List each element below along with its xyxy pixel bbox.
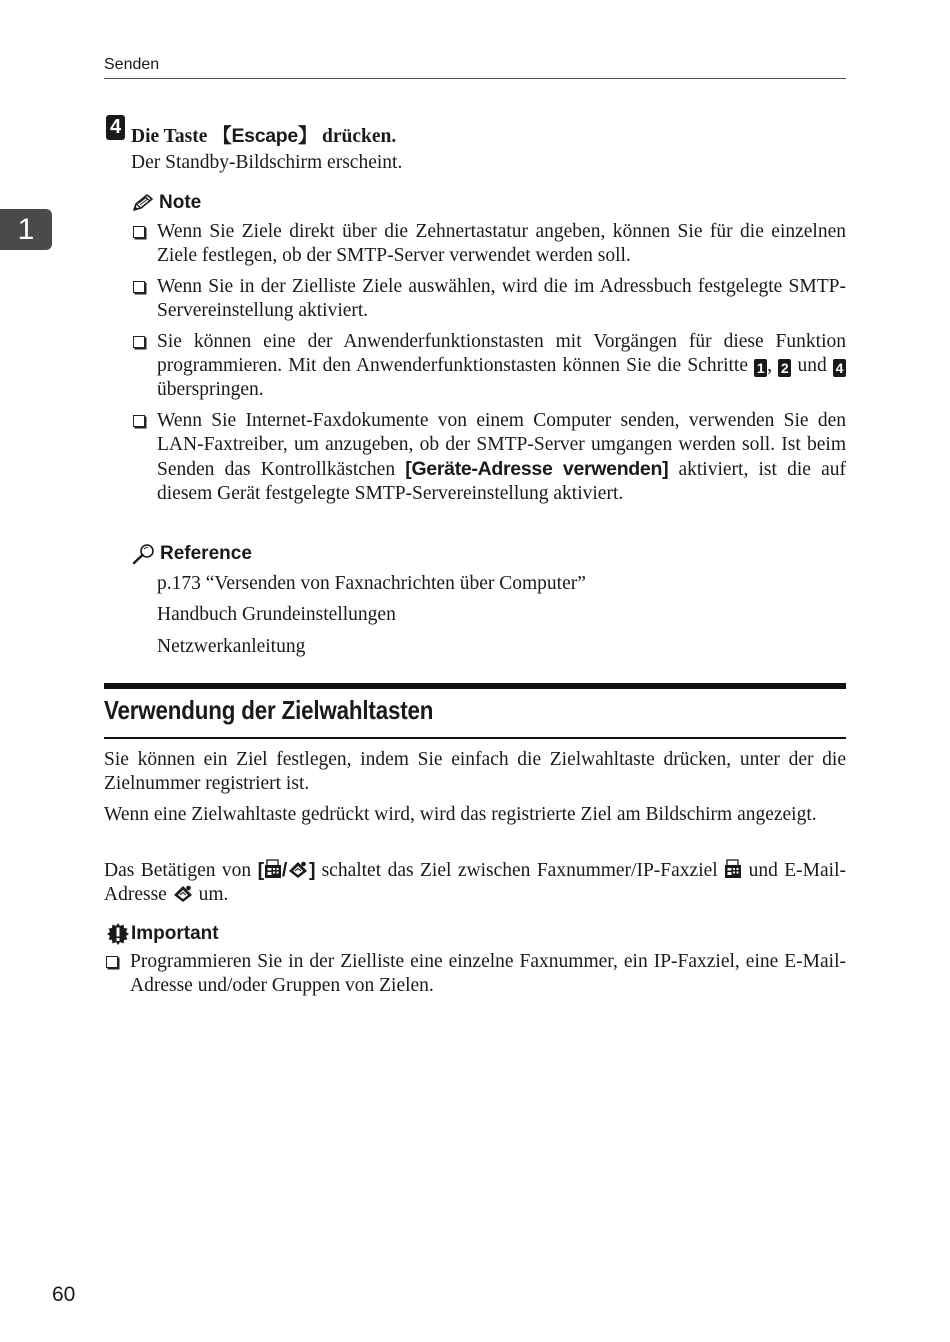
step-title-after: drücken.: [317, 126, 397, 147]
note-list: [131, 220, 846, 513]
separator: ,: [767, 355, 779, 376]
running-header: Senden: [104, 56, 160, 73]
note-item: [131, 220, 846, 268]
toggle-key-bracket: [: [257, 859, 264, 881]
important-heading: [106, 922, 219, 946]
note-item-text: Wenn Sie in der Zielliste Ziele auswählen, wird die im Adressbuch festgelegte SMTP-Servereinstellung aktiviert.: [157, 276, 846, 321]
header-rule: [104, 78, 846, 79]
important-item-text: Programmieren Sie in der Zielliste eine einzelne Faxnummer, ein IP-Faxziel, eine E-Mail-Adresse und/oder Gruppen von Zielen.: [130, 951, 846, 996]
escape-key-label: 【Escape】: [212, 125, 318, 147]
paragraph: Wenn eine Zielwahltaste gedrückt wird, wird das registrierte Ziel am Bildschirm angezeigt.: [104, 804, 817, 825]
reference-heading: [131, 543, 252, 565]
step-title: [131, 120, 396, 148]
important-item: [104, 950, 846, 998]
step-badge: 1: [754, 359, 767, 377]
note-item: [131, 330, 846, 402]
note-item-text: Wenn Sie Internet-Faxdokumente von einem Computer senden, verwenden Sie den LAN-Faxtreiber, um anzugeben, ob der SMTP-Server umgangen werden soll. Ist beim Senden das Kontrollkästchen: [157, 410, 846, 480]
paragraph-text: Das Betätigen von: [104, 860, 258, 881]
important-label: Important: [131, 923, 219, 944]
checkbox-option-label: [Geräte-Adresse verwenden]: [405, 458, 669, 480]
conjunction: und: [791, 355, 834, 376]
important-list: [104, 950, 846, 998]
magnifier-icon: [131, 543, 157, 565]
section-rule-bottom: [104, 737, 846, 739]
pencil-icon: [131, 193, 155, 213]
fax-icon: [724, 859, 742, 879]
section-rule-top: [104, 683, 846, 689]
note-heading: [131, 192, 201, 214]
checkbox-bullet-icon: [106, 956, 118, 968]
fax-icon: [264, 859, 282, 879]
step-badge: 2: [778, 359, 791, 377]
step-badge: 4: [833, 359, 846, 377]
reference-link[interactable]: Netzwerkanleitung: [157, 636, 306, 657]
note-item-text-end: aktiviert, ist die auf diesem Gerät festgelegte SMTP-Servereinstellung aktiviert.: [157, 459, 847, 504]
step-number: 4: [106, 115, 125, 140]
paragraph-text: und E-Mail-Adresse: [104, 860, 846, 905]
note-item: [131, 275, 846, 323]
checkbox-bullet-icon: [133, 415, 145, 427]
checkbox-bullet-icon: [133, 336, 145, 348]
toggle-key-separator: /: [281, 859, 287, 881]
note-label: Note: [159, 192, 202, 213]
note-item-text: Wenn Sie Ziele direkt über die Zehnertastatur angeben, können Sie für die einzelnen Ziele festlegen, ob der SMTP-Server verwendet werden soll.: [157, 221, 846, 266]
step-description: Der Standby-Bildschirm erscheint.: [131, 152, 403, 173]
toggle-key-bracket: ]: [308, 859, 316, 881]
note-item-text-end: überspringen.: [157, 379, 264, 400]
checkbox-bullet-icon: [133, 281, 145, 293]
email-icon: [172, 883, 194, 903]
checkbox-bullet-icon: [133, 226, 145, 238]
note-item: [131, 409, 846, 506]
email-icon: [287, 859, 309, 879]
paragraph: Sie können ein Ziel festlegen, indem Sie einfach die Zielwahltaste drücken, unter der die Zielnummer registriert ist.: [104, 749, 846, 794]
paragraph: [104, 858, 846, 907]
note-item-text: Sie können eine der Anwenderfunktionstasten mit Vorgängen für diese Funktion programmieren. Mit den Anwenderfunktionstasten können Sie die Schritte: [157, 331, 846, 376]
step-title-before: Die Taste: [131, 126, 213, 147]
chapter-tab: 1: [0, 209, 52, 250]
important-icon: [106, 922, 130, 946]
page-number: 60: [52, 1283, 76, 1306]
section-title: Verwendung der Zielwahltasten: [104, 695, 434, 725]
reference-link[interactable]: p.173 “Versenden von Faxnachrichten über Computer”: [157, 573, 586, 594]
paragraph-text: um.: [193, 884, 229, 905]
paragraph-text: schaltet das Ziel zwischen Faxnummer/IP-Faxziel: [315, 860, 725, 881]
reference-link[interactable]: Handbuch Grundeinstellungen: [157, 604, 396, 625]
reference-label: Reference: [160, 543, 252, 564]
